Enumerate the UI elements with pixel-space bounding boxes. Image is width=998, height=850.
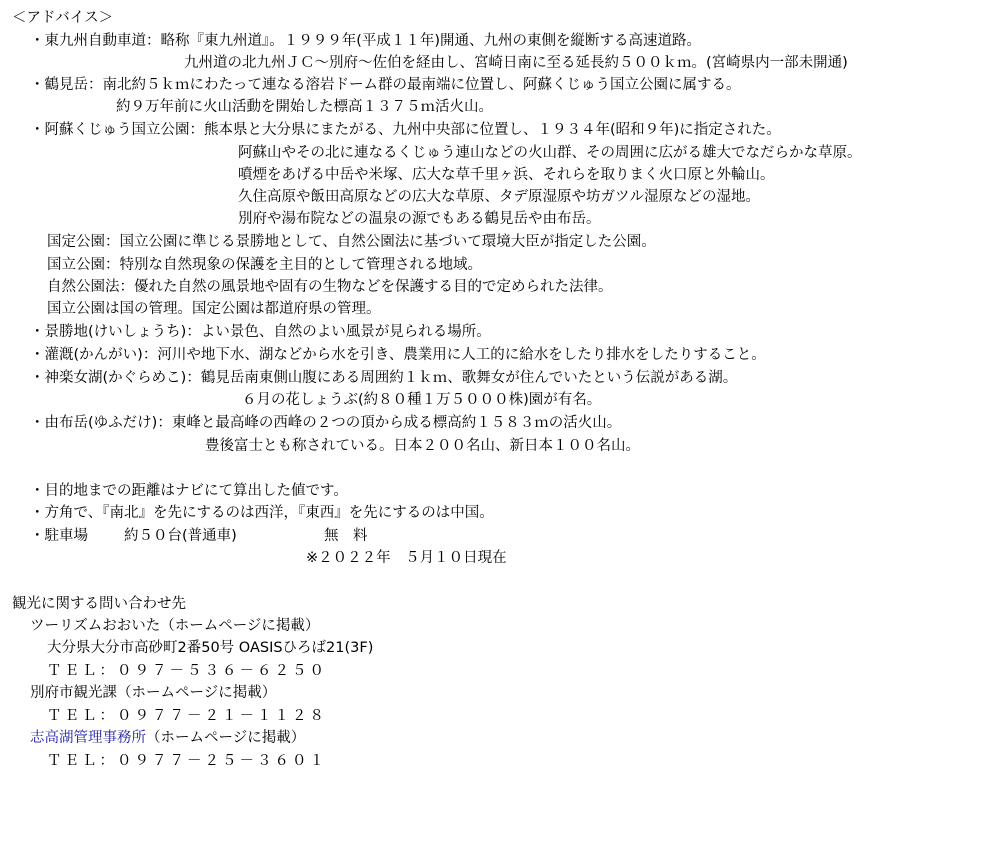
- tourism-oita-tel: ＴＥＬ：０９７－５３６－６２５０: [47, 663, 327, 679]
- contacts-heading: 観光に関する問い合わせ先: [12, 596, 186, 612]
- aso-kuju-line-5: 別府や湯布院などの温泉の源でもある鶴見岳や由布岳。: [238, 211, 601, 227]
- tsurumidake-line-2: 約９万年前に火山活動を開始した標高１３７５ｍ活火山。: [116, 99, 493, 115]
- shidaka-office-note: （ホームページに掲載）: [146, 730, 306, 746]
- kagura-menago-line-2: ６月の花しょうぶ(約８０種１万５０００株)園が有名。: [242, 392, 602, 408]
- beppu-tourism-tel: ＴＥＬ：０９７７－２１－１１２８: [47, 708, 327, 724]
- advice-header: ＜アドバイス＞: [12, 10, 114, 26]
- parking-label: ・駐車場: [30, 528, 88, 544]
- distance-note: ・目的地までの距離はナビにて算出した値です。: [30, 483, 348, 499]
- tsurumidake-line-1: ・鶴見岳：南北約５ｋｍにわたって連なる溶岩ドーム群の最南端に位置し、阿蘇くじゅう国立公園に属する。: [30, 77, 741, 93]
- parking-capacity: 約５０台(普通車): [124, 528, 237, 544]
- tourism-oita-name: ツーリズムおおいた（ホームページに掲載）: [30, 618, 320, 634]
- national-park-definition: 国立公園：特別な自然現象の保護を主目的として管理される地域。: [47, 257, 482, 273]
- quasi-national-park-definition: 国定公園：国立公園に準じる景勝地として、自然公園法に基づいて環境大臣が指定した公園。: [47, 234, 656, 250]
- shidaka-office-tel: ＴＥＬ：０９７７－２５－３６０１: [47, 753, 327, 769]
- kangai-definition: ・灌漑(かんがい)：河川や地下水、湖などから水を引き、農業用に人工的に給水をしたり排水をしたりすること。: [30, 347, 766, 363]
- park-management-note: 国立公園は国の管理。国定公園は都道府県の管理。: [47, 301, 381, 317]
- natural-parks-law-definition: 自然公園法：優れた自然の風景地や固有の生物などを保護する目的で定められた法律。: [47, 279, 613, 295]
- yufudake-line-1: ・由布岳(ゆふだけ)：東峰と最高峰の西峰の２つの頂から成る標高約１５８３ｍの活火山。: [30, 415, 622, 431]
- tourism-oita-address: 大分県大分市高砂町2番50号 OASISひろば21(3F): [47, 640, 374, 656]
- kagura-menago-line-1: ・神楽女湖(かぐらめこ)：鶴見岳南東側山腹にある周囲約１ｋｍ、歌舞女が住んでいたという伝説がある湖。: [30, 370, 738, 386]
- parking-fee: 無 料: [324, 528, 368, 544]
- aso-kuju-line-4: 久住高原や飯田高原などの広大な草原、タデ原湿原や坊ガツル湿原などの湿地。: [238, 189, 760, 205]
- aso-kuju-line-2: 阿蘇山やその北に連なるくじゅう連山などの火山群、その周囲に広がる雄大でなだらかな草原。: [238, 145, 862, 161]
- as-of-date: ※２０２２年 ５月１０日現在: [306, 550, 507, 566]
- aso-kuju-line-1: ・阿蘇くじゅう国立公園：熊本県と大分県にまたがる、九州中央部に位置し、１９３４年(昭和９年)に指定された。: [30, 122, 781, 138]
- beppu-tourism-name: 別府市観光課（ホームページに掲載）: [30, 685, 277, 701]
- keishouchi-definition: ・景勝地(けいしょうち)：よい景色、自然のよい風景が見られる場所。: [30, 324, 491, 340]
- aso-kuju-line-3: 噴煙をあげる中岳や米塚、広大な草千里ヶ浜、それらを取りまく火口原と外輪山。: [238, 167, 775, 183]
- yufudake-line-2: 豊後富士とも称されている。日本２００名山、新日本１００名山。: [205, 438, 640, 454]
- higashi-kyushu-line-1: ・東九州自動車道：略称『東九州道』。１９９９年(平成１１年)開通、九州の東側を縦断する高速道路。: [30, 33, 702, 49]
- shidaka-office-link[interactable]: 志高湖管理事務所: [30, 730, 146, 746]
- direction-note: ・方角で、『南北』を先にするのは西洋，『東西』を先にするのは中国。: [30, 505, 494, 521]
- higashi-kyushu-line-2: 九州道の北九州ＪＣ～別府～佐伯を経由し、宮崎日南に至る延長約５００ｋｍ。(宮崎県内一部未開通): [184, 55, 848, 71]
- shidaka-office-row: [30, 728, 305, 748]
